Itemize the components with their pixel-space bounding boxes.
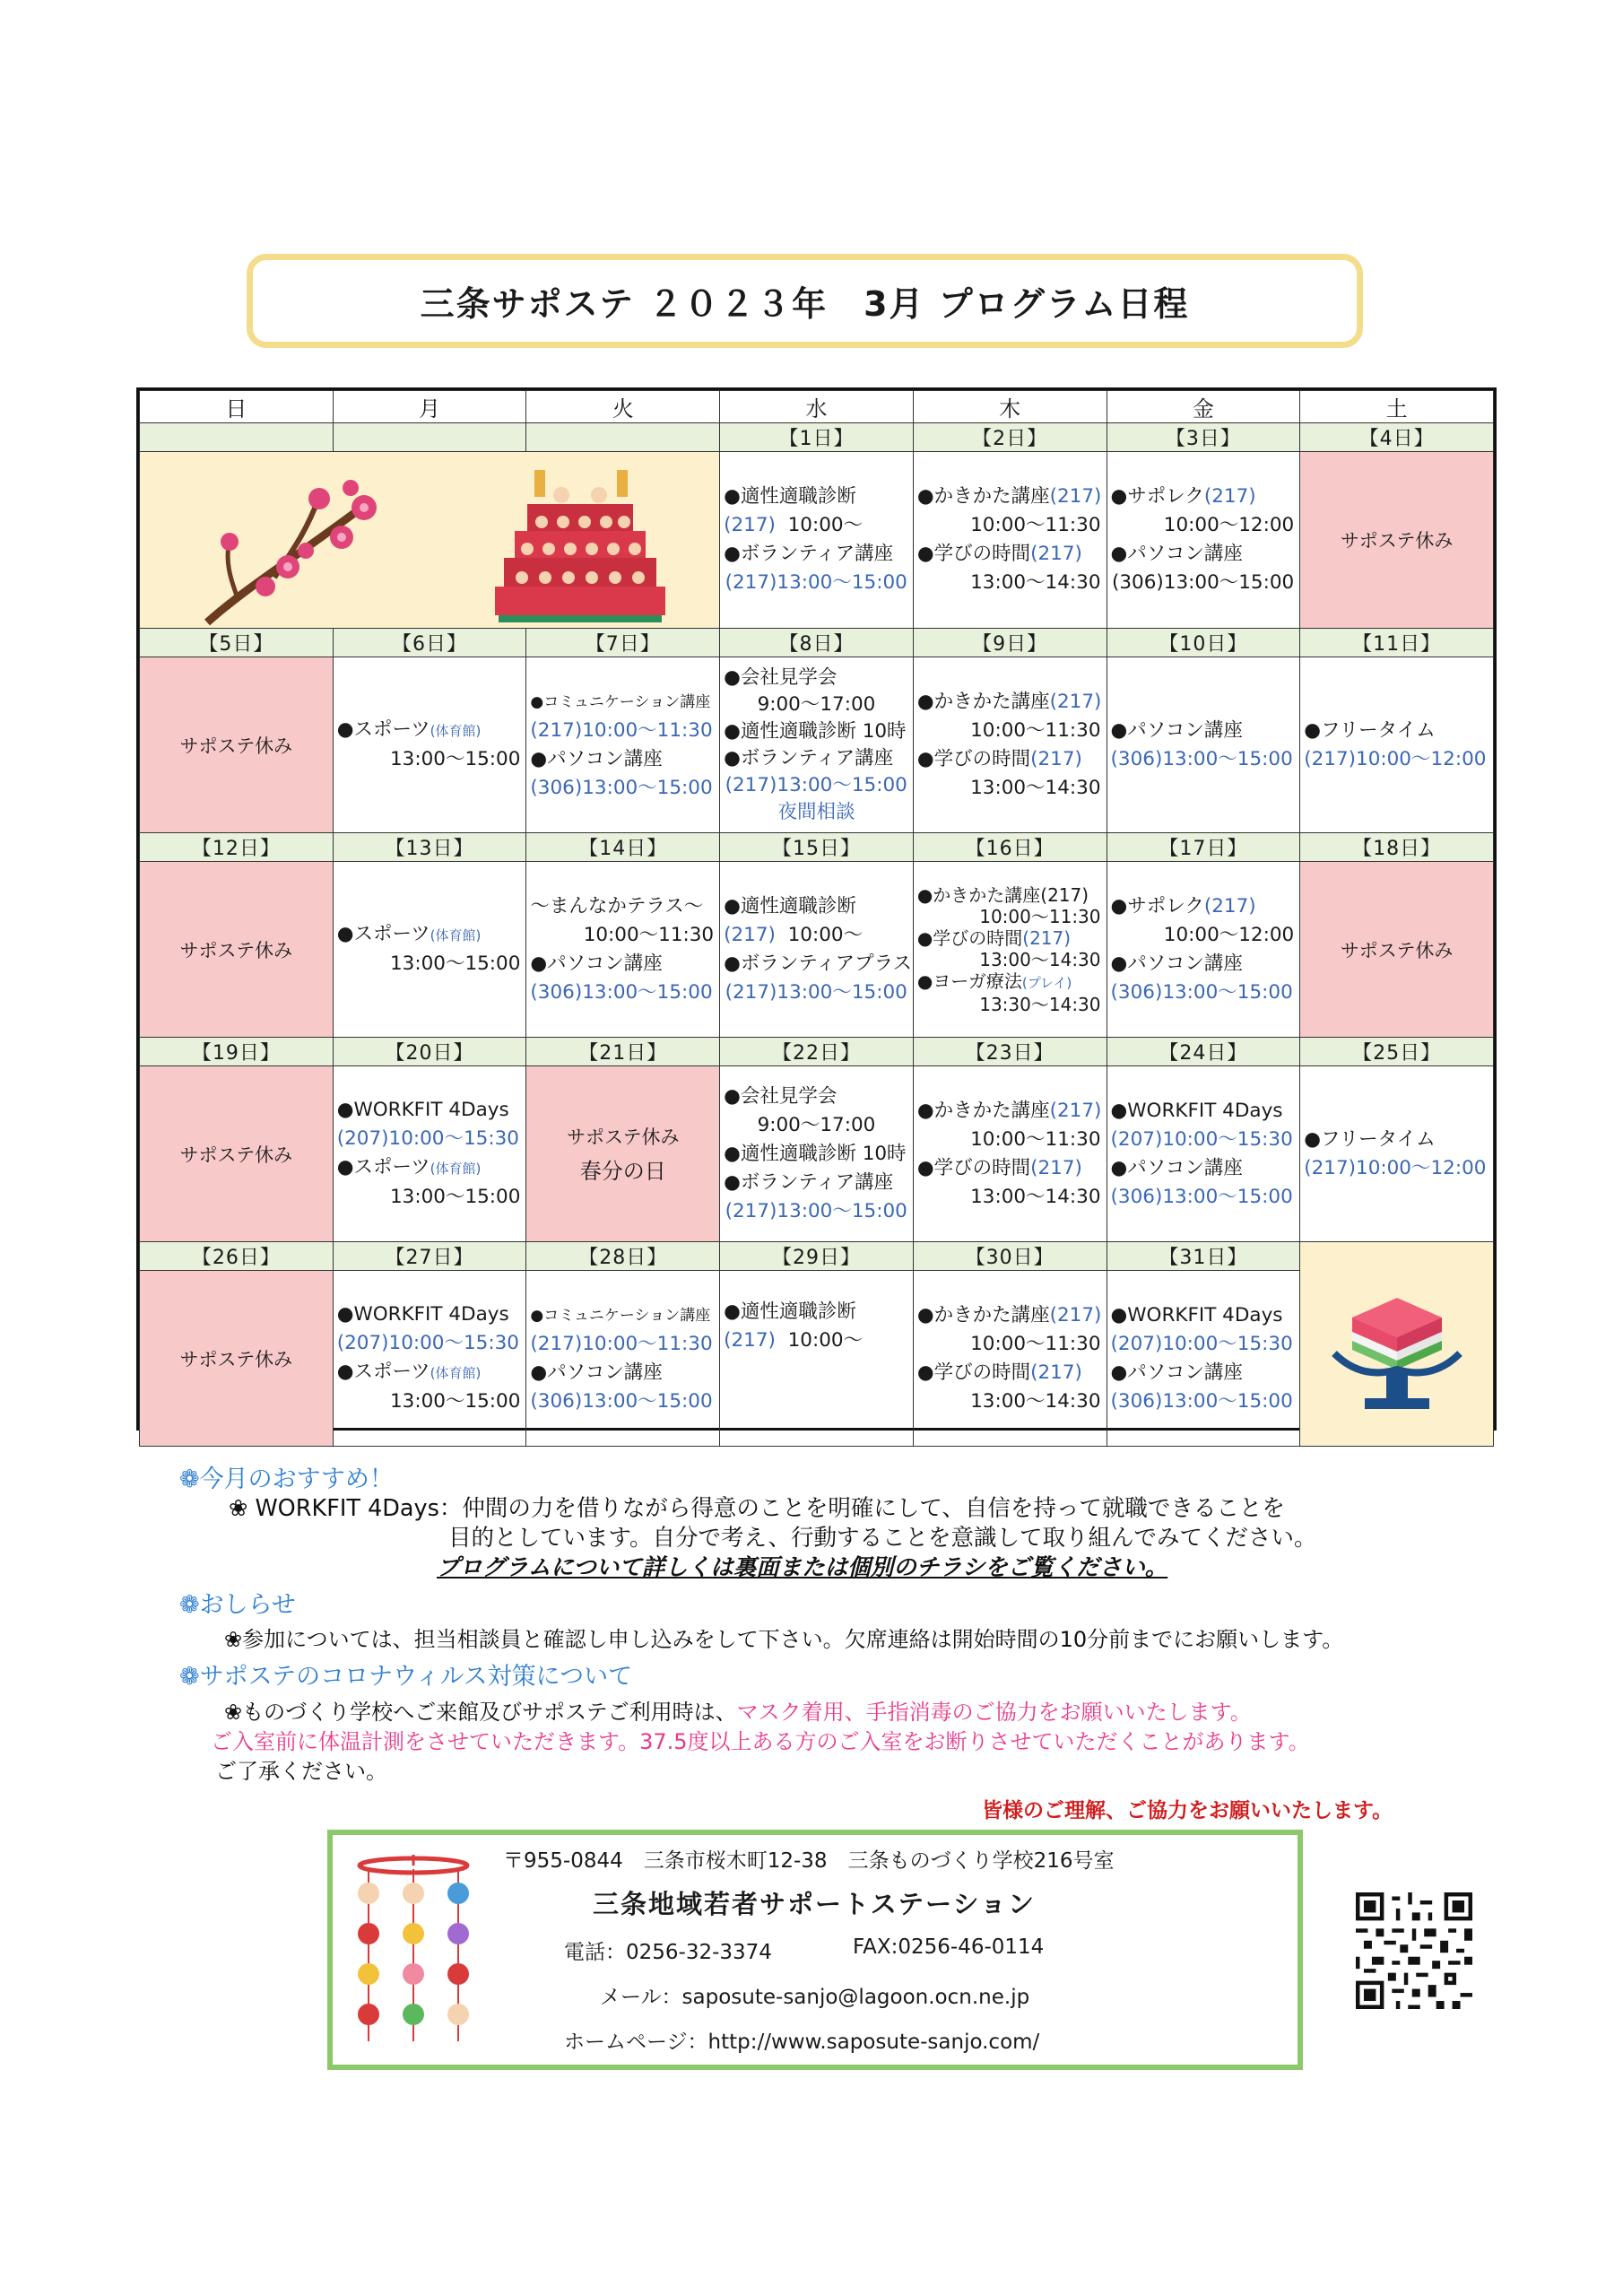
- program-name: ●かきかた講座: [916, 690, 1050, 713]
- program-name: ●パソコン講座: [1110, 543, 1243, 565]
- program-name: ●適性適職診断 10時: [724, 1142, 907, 1165]
- program-time: (306)13:00～15:00: [530, 1389, 713, 1413]
- day-3-cell: [1107, 452, 1300, 629]
- program-name: ●適性適職診断 10時: [724, 719, 907, 743]
- day-17-cell: [1107, 862, 1300, 1038]
- day-27-cell: [333, 1271, 526, 1447]
- program-time: (306)13:00～15:00: [1111, 571, 1295, 594]
- corona-text-3: ご了承ください。: [215, 1759, 387, 1784]
- notice-text: ❀参加については、担当相談員と確認し申し込みをして下さい。欠席連絡は開始時間の10分前までにお願いします。: [224, 1627, 1344, 1652]
- date-cell: 【18日】: [1300, 833, 1494, 862]
- program-name: ●パソコン講座: [1110, 718, 1243, 742]
- date-cell: 【4日】: [1300, 423, 1494, 452]
- calendar-table: [139, 390, 1494, 1447]
- program-time: 13:00～14:30: [970, 571, 1101, 594]
- program-name: ●適性適職診断: [724, 1300, 856, 1323]
- program-time: 13:30～14:30: [979, 993, 1101, 1015]
- weekday-sat: 土: [1300, 391, 1494, 423]
- program-time: 10:00～11:30: [970, 514, 1101, 536]
- day-28-cell: [526, 1271, 720, 1447]
- fax-number: FAX:0256-46-0114: [853, 1935, 1045, 1959]
- program-time: (217)10:00～12:00: [1304, 1156, 1487, 1179]
- program-time: 10:00～12:00: [1163, 514, 1295, 536]
- program-time: 10:00～11:30: [970, 1332, 1101, 1355]
- content-row-w4: [140, 1066, 1494, 1242]
- room-number: (217): [724, 1329, 776, 1352]
- program-name: ●学びの時間: [916, 543, 1031, 565]
- program-name: ●ボランティア講座: [724, 746, 894, 770]
- program-name: ●会社見学会: [724, 665, 838, 689]
- qr-code-icon[interactable]: [1356, 1892, 1472, 2009]
- day-7-cell: [526, 657, 720, 833]
- program-time: 10:00～12:00: [1163, 923, 1295, 946]
- program-time: 10:00～: [787, 514, 864, 536]
- program-time: 13:00～14:30: [979, 948, 1101, 970]
- program-name: ●学びの時間: [916, 747, 1031, 770]
- day-31-cell: [1107, 1271, 1300, 1447]
- program-name: ●学びの時間: [916, 1156, 1031, 1179]
- weekday-thu: 木: [913, 391, 1107, 423]
- program-time: (207)10:00～15:30: [336, 1127, 519, 1150]
- corona-text-1: [224, 1694, 1252, 1726]
- program-time: (217)13:00～15:00: [725, 1199, 907, 1222]
- program-time: (306)13:00～15:00: [530, 980, 713, 1004]
- content-row-w2: [140, 657, 1494, 833]
- program-name: ●かきかた講座: [916, 485, 1050, 508]
- date-row-w4: [140, 1038, 1494, 1066]
- program-name: ●スポーツ: [336, 718, 430, 741]
- program-time: (207)10:00～15:30: [1110, 1127, 1293, 1151]
- day-21-holiday-cell: [526, 1066, 720, 1242]
- room-name: (体育館): [430, 1365, 482, 1381]
- program-time: 9:00～17:00: [757, 1113, 876, 1136]
- program-time: (306)13:00～15:00: [530, 776, 713, 799]
- program-name: ●サポレク: [1110, 485, 1204, 508]
- program-time: (207)10:00～15:30: [336, 1332, 519, 1354]
- day-10-cell: [1107, 657, 1300, 833]
- recommend-text-1: ❀ WORKFIT 4Days：仲間の力を借りながら得意のことを明確にして、自信を持って就職できることを: [229, 1495, 1285, 1522]
- date-cell: 【5日】: [140, 629, 334, 657]
- date-cell: 【2日】: [913, 423, 1107, 452]
- program-name: ●スポーツ: [336, 1156, 430, 1178]
- program-time: (217)13:00～15:00: [725, 980, 907, 1004]
- program-time: 10:00～11:30: [583, 923, 715, 946]
- program-name: ●学びの時間: [916, 926, 1023, 949]
- program-name: ●ボランティア講座: [724, 1170, 894, 1194]
- hinamatsuri-illustration-cell: [140, 452, 720, 629]
- date-cell: 【11日】: [1300, 629, 1494, 657]
- date-cell: 【22日】: [720, 1038, 914, 1066]
- program-time: 13:00～15:00: [389, 1390, 521, 1413]
- day-24-cell: [1107, 1066, 1300, 1242]
- content-row-w1: [140, 452, 1494, 629]
- date-cell: 【30日】: [913, 1242, 1107, 1271]
- program-time: (217)10:00～11:30: [530, 718, 713, 742]
- program-name: ●パソコン講座: [1110, 952, 1243, 975]
- email-link[interactable]: メール：saposute-sanjo@lagoon.ocn.ne.jp: [600, 1986, 1030, 2009]
- date-cell: 【15日】: [720, 833, 914, 862]
- program-name: ●かきかた講座(217): [916, 883, 1089, 906]
- day-1-cell: [720, 452, 914, 629]
- date-cell: 【26日】: [140, 1242, 334, 1271]
- program-time: 13:00～14:30: [970, 1185, 1101, 1208]
- program-name: ●フリータイム: [1304, 718, 1436, 742]
- room-number: (217): [1030, 1156, 1082, 1179]
- day-26-closed-cell: サポステ休み: [140, 1271, 334, 1447]
- weekday-fri: 金: [1107, 391, 1300, 423]
- date-cell: 【6日】: [333, 629, 526, 657]
- program-name: ●ボランティアプラス: [724, 952, 913, 975]
- room-number: (217): [1049, 1099, 1102, 1122]
- date-cell: 【14日】: [526, 833, 720, 862]
- room-name: (体育館): [430, 723, 482, 739]
- tsurushi-bina-icon: [351, 1853, 476, 2059]
- date-row-w5: [140, 1242, 1494, 1271]
- program-name: ●ヨーガ療法: [916, 970, 1022, 992]
- room-number: (217): [1049, 1303, 1102, 1326]
- weekday-header-row: [140, 391, 1494, 423]
- program-time: 13:00～14:30: [970, 776, 1101, 799]
- day-9-cell: [913, 657, 1107, 833]
- date-cell: 【31日】: [1107, 1242, 1300, 1271]
- room-number: (217): [1049, 485, 1102, 508]
- date-cell: 【16日】: [913, 833, 1107, 862]
- hishimochi-icon: [1307, 1255, 1487, 1434]
- date-cell: 【29日】: [720, 1242, 914, 1271]
- corona-heading: ❁サポステのコロナウィルス対策について: [179, 1663, 633, 1691]
- room-name: (プレイ): [1021, 974, 1072, 991]
- program-name: ●スポーツ: [336, 1361, 430, 1383]
- program-time: (207)10:00～15:30: [1110, 1332, 1293, 1355]
- title-box: [247, 254, 1363, 348]
- recommend-link-text: プログラムについて詳しくは裏面または個別のチラシをご覧ください。: [437, 1554, 1168, 1581]
- day-13-cell: [333, 862, 526, 1038]
- room-number: (217): [1203, 485, 1256, 508]
- corona-text-2: ご入室前に体温計測をさせていただきます。37.5度以上ある方のご入室をお断りさせていただくことがあります。: [211, 1729, 1310, 1754]
- program-name: ●WORKFIT 4Days: [336, 1303, 509, 1326]
- day-18-closed-cell: サポステ休み: [1300, 862, 1494, 1038]
- notice-heading: ❁おしらせ: [179, 1591, 296, 1619]
- program-name: ●パソコン講座: [530, 952, 663, 975]
- closed-label: サポステ休み: [566, 1126, 680, 1148]
- date-row-w3: [140, 833, 1494, 862]
- program-time: 13:00～15:00: [389, 748, 521, 770]
- day-23-cell: [913, 1066, 1107, 1242]
- day-20-cell: [333, 1066, 526, 1242]
- program-name: ●会社見学会: [724, 1084, 838, 1108]
- day-30-cell: [913, 1271, 1107, 1447]
- homepage-link[interactable]: ホームページ：http://www.saposute-sanjo.com/: [564, 2031, 1040, 2054]
- organization-name: 三条地域若者サポートステーション: [593, 1889, 1036, 1919]
- day-22-cell: [720, 1066, 914, 1242]
- room-number: (217): [1030, 543, 1082, 565]
- day-5-closed-cell: サポステ休み: [140, 657, 334, 833]
- program-name: ～まんなかテラス～: [530, 894, 704, 918]
- program-name: ●パソコン講座: [530, 1361, 663, 1384]
- program-name: ●学びの時間: [916, 1361, 1031, 1384]
- program-name: ●パソコン講座: [530, 747, 663, 770]
- room-name: (体育館): [430, 927, 482, 944]
- room-number: (217): [1203, 894, 1256, 918]
- weekday-mon: 月: [333, 391, 526, 423]
- day-14-cell: [526, 862, 720, 1038]
- program-time: 13:00～15:00: [389, 1186, 521, 1208]
- date-cell: 【25日】: [1300, 1038, 1494, 1066]
- contact-box: [327, 1830, 1303, 2070]
- weekday-wed: 水: [720, 391, 914, 423]
- holiday-name: 春分の日: [579, 1159, 666, 1184]
- date-cell: 【3日】: [1107, 423, 1300, 452]
- day-12-closed-cell: サポステ休み: [140, 862, 334, 1038]
- date-cell: [526, 423, 720, 452]
- program-name: ●サポレク: [1110, 894, 1204, 918]
- date-cell: 【8日】: [720, 629, 914, 657]
- room-number: (217): [1030, 747, 1082, 770]
- closing-text: 皆様のご理解、ご協力をお願いいたします。: [982, 1799, 1393, 1822]
- date-cell: 【28日】: [526, 1242, 720, 1271]
- recommend-heading: ❁今月のおすすめ！: [179, 1465, 394, 1493]
- day-8-cell: [720, 657, 914, 833]
- room-number: (217): [1022, 926, 1072, 949]
- program-time: (306)13:00～15:00: [1110, 1389, 1293, 1413]
- program-time: 10:00～11:30: [970, 718, 1101, 742]
- room-number: (217): [724, 514, 776, 536]
- room-number: (217): [724, 923, 776, 946]
- corona-text-1b: マスク着用、手指消毒のご協力をお願いいたします。: [736, 1700, 1252, 1725]
- program-name: ●コミュニケーション講座: [530, 692, 711, 711]
- program-name: ●パソコン講座: [1110, 1361, 1243, 1384]
- program-time: 13:00～14:30: [970, 1389, 1101, 1413]
- address: 〒955-0844 三条市桜木町12-38 三条ものづくり学校216号室: [503, 1849, 1115, 1873]
- corona-text-1a: ❀ものづくり学校へご来館及びサポステご利用時は、: [224, 1700, 737, 1725]
- day-15-cell: [720, 862, 914, 1038]
- program-name: ●スポーツ: [336, 923, 430, 945]
- recommend-text-2: 目的としています。自分で考え、行動することを意識して取り組んでみてください。: [448, 1525, 1317, 1552]
- room-number: (217): [1049, 690, 1102, 713]
- date-cell: [140, 423, 334, 452]
- program-time: (306)13:00～15:00: [1110, 1185, 1293, 1208]
- calendar: [136, 387, 1497, 1431]
- program-name: ●パソコン講座: [1110, 1156, 1243, 1179]
- program-time: 10:00～11:30: [979, 905, 1101, 927]
- day-16-cell: [913, 862, 1107, 1038]
- date-cell: 【17日】: [1107, 833, 1300, 862]
- day-6-cell: [333, 657, 526, 833]
- date-cell: 【13日】: [333, 833, 526, 862]
- room-name: (体育館): [430, 1161, 482, 1177]
- date-cell: 【7日】: [526, 629, 720, 657]
- program-name: ●適性適職診断: [724, 485, 856, 508]
- date-cell: 【10日】: [1107, 629, 1300, 657]
- program-time: (217)10:00～11:30: [530, 1332, 713, 1355]
- day-4-closed-cell: サポステ休み: [1300, 452, 1494, 629]
- day-29-cell: [720, 1271, 914, 1447]
- program-name: ●コミュニケーション講座: [530, 1306, 711, 1325]
- night-consultation-label: 夜間相談: [777, 800, 855, 823]
- date-cell: 【21日】: [526, 1038, 720, 1066]
- program-time: 10:00～: [787, 923, 864, 946]
- page-title: 三条サポステ ２０２３年 3月 プログラム日程: [420, 284, 1190, 324]
- weekday-sun: 日: [140, 391, 334, 423]
- program-time: 9:00～17:00: [757, 692, 876, 716]
- day-19-closed-cell: サポステ休み: [140, 1066, 334, 1242]
- phone-number: 電話：0256-32-3374: [564, 1941, 772, 1964]
- program-time: 10:00～11:30: [970, 1127, 1101, 1151]
- date-cell: 【19日】: [140, 1038, 334, 1066]
- program-name: ●かきかた講座: [916, 1303, 1050, 1326]
- content-row-w5: [140, 1271, 1494, 1447]
- program-name: ●適性適職診断: [724, 894, 856, 918]
- plum-blossom-and-hina-dolls-icon: [140, 452, 714, 628]
- program-name: ●フリータイム: [1304, 1127, 1436, 1151]
- date-cell: 【24日】: [1107, 1038, 1300, 1066]
- date-cell: 【9日】: [913, 629, 1107, 657]
- program-time: (217)13:00～15:00: [725, 571, 907, 594]
- program-time: (306)13:00～15:00: [1110, 980, 1293, 1004]
- program-time: (217)10:00～12:00: [1304, 747, 1487, 770]
- date-cell: 【20日】: [333, 1038, 526, 1066]
- date-cell: 【27日】: [333, 1242, 526, 1271]
- program-name: ●WORKFIT 4Days: [1110, 1099, 1283, 1122]
- day-25-cell: [1300, 1066, 1494, 1242]
- date-cell: [333, 423, 526, 452]
- program-name: ●かきかた講座: [916, 1099, 1050, 1122]
- date-cell: 【12日】: [140, 833, 334, 862]
- date-row-w2: [140, 629, 1494, 657]
- date-row-w1: [140, 423, 1494, 452]
- program-name: ●WORKFIT 4Days: [336, 1099, 509, 1121]
- date-cell: 【1日】: [720, 423, 914, 452]
- room-number: (217): [1030, 1361, 1082, 1384]
- hishimochi-illustration-cell: [1300, 1242, 1494, 1447]
- program-name: ●ボランティア講座: [724, 543, 894, 565]
- weekday-tue: 火: [526, 391, 720, 423]
- program-time: 13:00～15:00: [389, 952, 521, 975]
- program-time: (306)13:00～15:00: [1110, 747, 1293, 770]
- content-row-w3: [140, 862, 1494, 1038]
- program-time: 10:00～: [787, 1329, 864, 1352]
- date-cell: 【23日】: [913, 1038, 1107, 1066]
- day-2-cell: [913, 452, 1107, 629]
- day-11-cell: [1300, 657, 1494, 833]
- program-name: ●WORKFIT 4Days: [1110, 1303, 1283, 1326]
- program-time: (217)13:00～15:00: [725, 773, 907, 796]
